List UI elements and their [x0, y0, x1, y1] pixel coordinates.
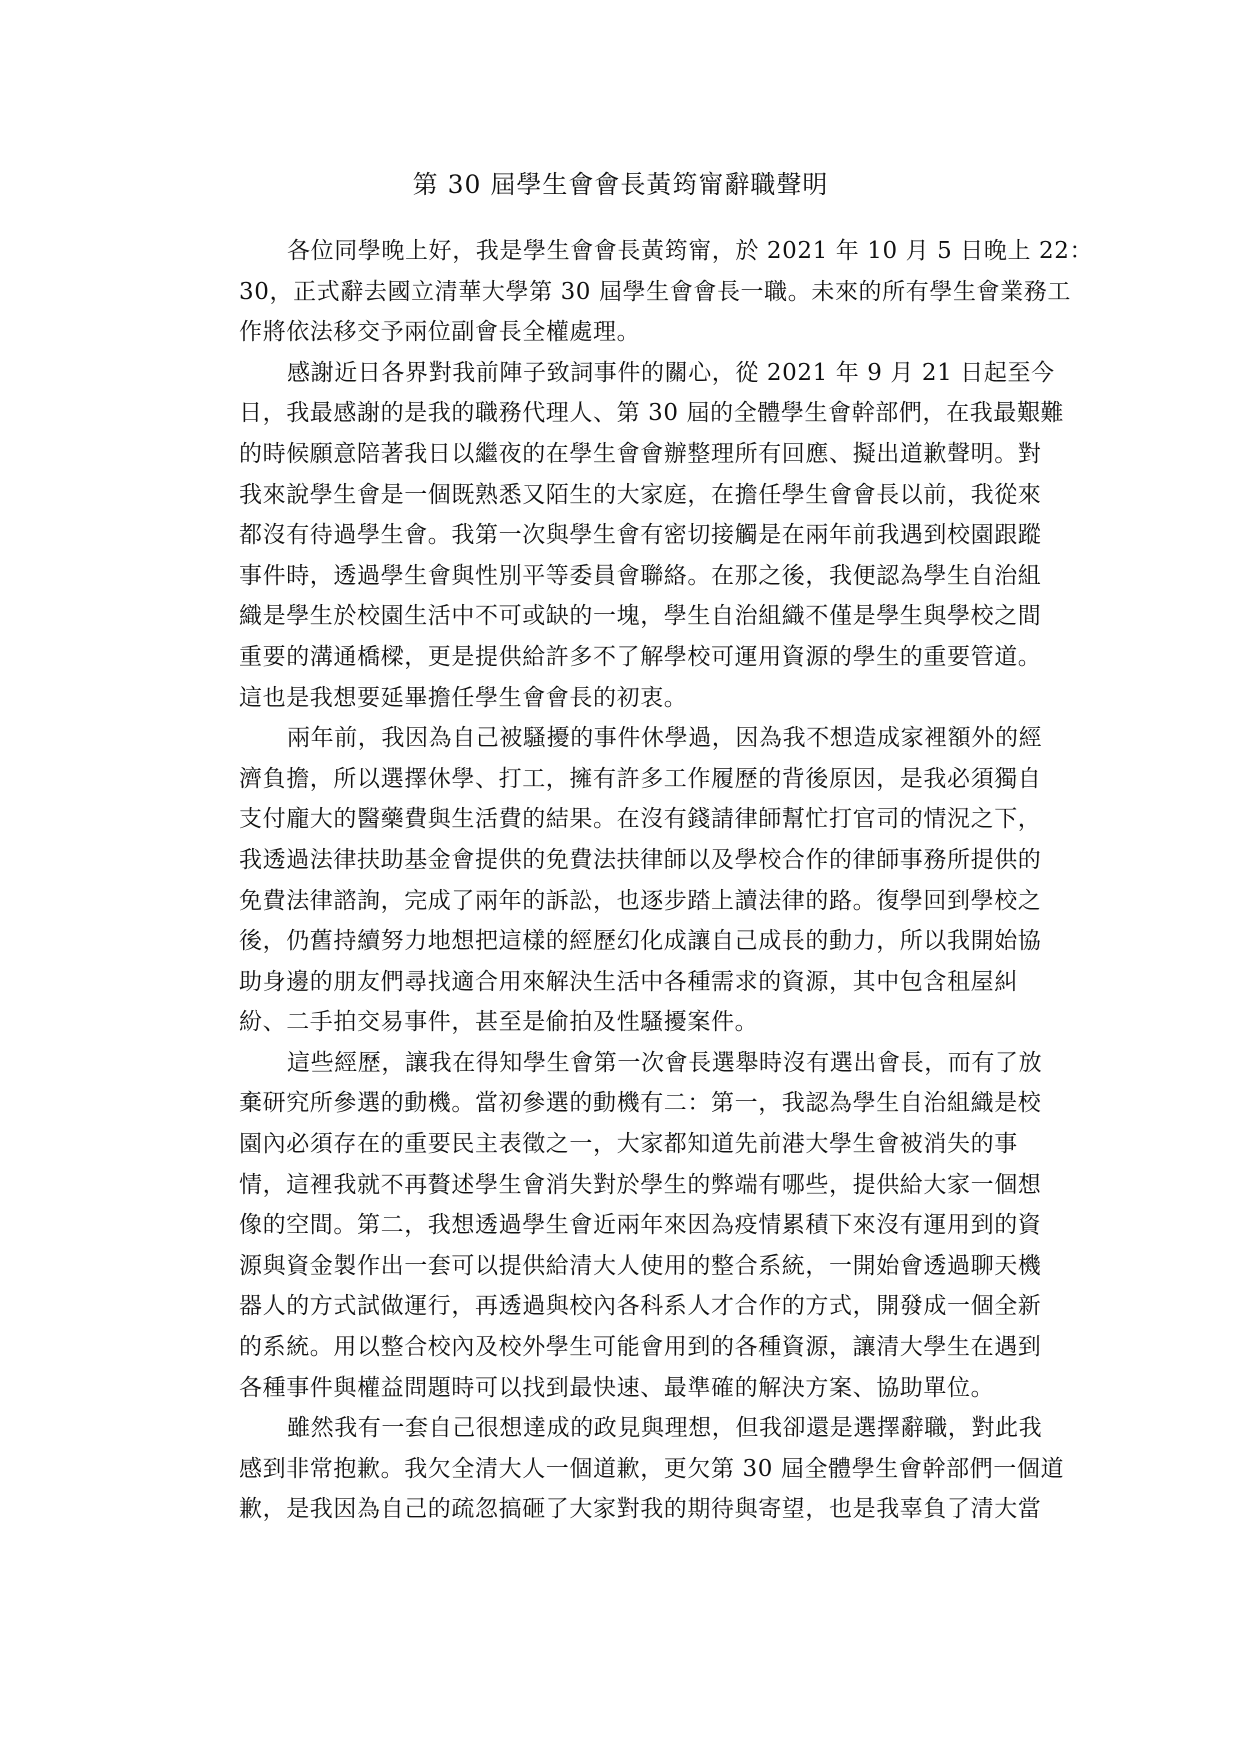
- paragraph-2: [193, 353, 1065, 718]
- paragraph-4: [193, 1043, 1053, 1408]
- text-line: 我來說學生會是一個既熟悉又陌生的大家庭，在擔任學生會會長以前，我從來: [239, 481, 1042, 508]
- text-line: 助身邊的朋友們尋找適合用來解決生活中各種需求的資源，其中包含租屋糾: [239, 968, 1018, 995]
- text-line: 作將依法移交予兩位副會長全權處理。: [239, 319, 641, 346]
- text-line: 30，正式辭去國立清華大學第 30 屆學生會會長一職。未來的所有學生會業務工: [239, 278, 1071, 305]
- text-line: 織是學生於校園生活中不可或缺的一塊，學生自治組織不僅是學生與學校之間: [239, 603, 1042, 630]
- document-body: [193, 231, 1094, 1530]
- paragraph-1: [193, 231, 1094, 353]
- text-line: 的系統。用以整合校內及校外學生可能會用到的各種資源，讓清大學生在遇到: [239, 1334, 1042, 1361]
- text-line: 這也是我想要延畢擔任學生會會長的初衷。: [239, 684, 688, 711]
- text-line: 感謝近日各界對我前陣子致詞事件的關心，從 2021 年 9 月 21 日起至今: [287, 359, 1055, 386]
- text-line: 情，這裡我就不再贅述學生會消失對於學生的弊端有哪些，提供給大家一個想: [239, 1171, 1042, 1198]
- text-line: 我透過法律扶助基金會提供的免費法扶律師以及學校合作的律師事務所提供的: [239, 846, 1042, 873]
- text-line: 源與資金製作出一套可以提供給清大人使用的整合系統，一開始會透過聊天機: [239, 1252, 1042, 1279]
- text-line: 日，我最感謝的是我的職務代理人、第 30 屆的全體學生會幹部們，在我最艱難: [239, 400, 1065, 427]
- text-line: 都沒有待過學生會。我第一次與學生會有密切接觸是在兩年前我遇到校園跟蹤: [239, 522, 1042, 549]
- text-line: 的時候願意陪著我日以繼夜的在學生會會辦整理所有回應、擬出道歉聲明。對: [239, 440, 1042, 467]
- document-title: 第 30 屆學生會會長黃筠甯辭職聲明: [412, 170, 829, 199]
- text-line: 感到非常抱歉。我欠全清大人一個道歉，更欠第 30 屆全體學生會幹部們一個道: [239, 1455, 1065, 1482]
- text-line: 兩年前，我因為自己被騷擾的事件休學過，因為我不想造成家裡額外的經: [287, 725, 1043, 752]
- text-line: 雖然我有一套自己很想達成的政見與理想，但我卻還是選擇辭職，對此我: [287, 1415, 1043, 1442]
- text-line: 事件時，透過學生會與性別平等委員會聯絡。在那之後，我便認為學生自治組: [239, 562, 1042, 589]
- text-line: 棄研究所參選的動機。當初參選的動機有二：第一，我認為學生自治組織是校: [239, 1090, 1042, 1117]
- text-line: 這些經歷，讓我在得知學生會第一次會長選舉時沒有選出會長，而有了放: [287, 1049, 1043, 1076]
- text-line: 免費法律諮詢，完成了兩年的訴訟，也逐步踏上讀法律的路。復學回到學校之: [239, 887, 1042, 914]
- text-line: 各位同學晚上好，我是學生會會長黃筠甯，於 2021 年 10 月 5 日晚上 22：: [287, 238, 1094, 264]
- text-line: 濟負擔，所以選擇休學、打工，擁有許多工作履歷的背後原因，是我必須獨自: [239, 765, 1042, 792]
- text-line: 歉，是我因為自己的疏忽搞砸了大家對我的期待與寄望，也是我辜負了清大當: [239, 1496, 1042, 1523]
- text-line: 器人的方式試做運行，再透過與校內各科系人才合作的方式，開發成一個全新: [239, 1293, 1042, 1320]
- paragraph-3: [193, 718, 1053, 1043]
- text-line: 重要的溝通橋樑，更是提供給許多不了解學校可運用資源的學生的重要管道。: [239, 643, 1042, 670]
- text-line: 紛、二手拍交易事件，甚至是偷拍及性騷擾案件。: [239, 1009, 759, 1036]
- text-line: 後，仍舊持續努力地想把這樣的經歷幻化成讓自己成長的動力，所以我開始協: [239, 928, 1042, 955]
- text-line: 支付龐大的醫藥費與生活費的結果。在沒有錢請律師幫忙打官司的情況之下，: [239, 806, 1042, 833]
- paragraph-5: [193, 1408, 1065, 1530]
- text-line: 各種事件與權益問題時可以找到最快速、最準確的解決方案、協助單位。: [239, 1374, 995, 1401]
- text-line: 園內必須存在的重要民主表徵之一，大家都知道先前港大學生會被消失的事: [239, 1131, 1018, 1158]
- text-line: 像的空間。第二，我想透過學生會近兩年來因為疫情累積下來沒有運用到的資: [239, 1212, 1042, 1239]
